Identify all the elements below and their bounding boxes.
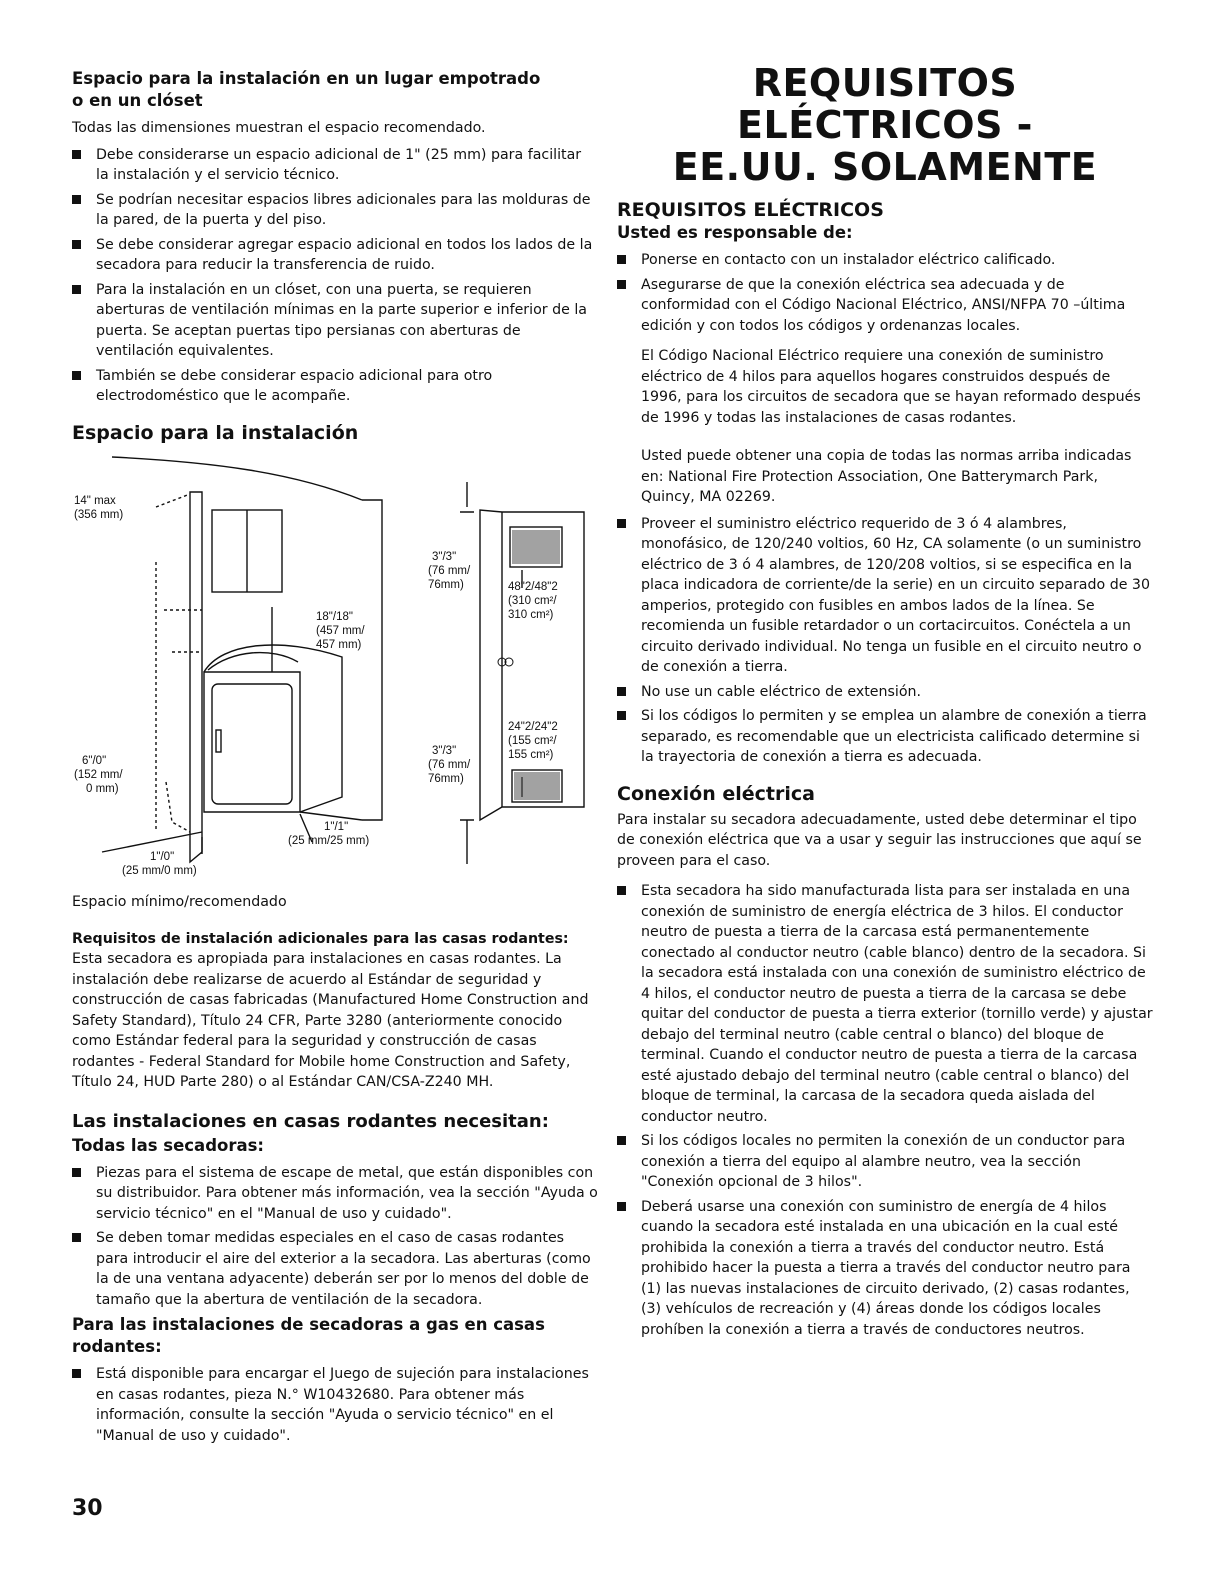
responsibility-title: Usted es responsable de: — [617, 223, 853, 242]
diagram-svg — [72, 452, 602, 882]
list-item: Si los códigos locales no permiten la conexión de un conductor para conexión a tierra del equipo al alambre neutro, vea la sección "Conexión opcional de 3 hilos". — [617, 1131, 1153, 1193]
intro-text: Todas las dimensiones muestran el espacio recomendado. — [72, 120, 486, 136]
list-item: Proveer el suministro eléctrico requerido de 3 ó 4 alambres, monofásico, de 120/240 voltios, 60 Hz, CA solamente (o un suministro eléctrico de 3 ó 4 alambres, de 120/208 voltios, si se especifica en la placa indicadora de corriente/de la serie) en un circuito separado de 30 amperios, protegido con fusibles en ambos lados de la línea. Se recomienda un fusible retardador o un cortacircuitos. Conéctela a un circuito derivado individual. No tenga un fusible en el circuito neutro o de conexión a tierra. — [617, 514, 1153, 678]
list-item: No use un cable eléctrico de extensión. — [617, 682, 1153, 703]
dim-3-top-mm-1: (76 mm/ — [428, 565, 471, 577]
dryer-front — [204, 672, 300, 812]
dim-6-mm-1: (152 mm/ — [74, 769, 123, 781]
list-item: Esta secadora ha sido manufacturada lista para ser instalada en una conexión de suministro de energía eléctrica de 3 hilos. El conductor neutro de puesta a tierra de la carcasa está permanentemente conectado al conductor neutro (cable blanco) dentro de la secadora. Si la secadora está instalada con una conexión de suministro eléctrico de 4 hilos, el conductor neutro de puesta a tierra de la carcasa se debe quitar del conductor de puesta a tierra exterior (tornillo verde) y ajustar debajo del terminal neutro (cable central o blanco) del bloque de terminal. Cuando el conductor neutro de puesta a tierra de la carcasa esté ajustado debajo del terminal neutro (cable central o blanco) del bloque de terminal, la carcasa de la secadora queda aislada del conductor neutro. — [617, 881, 1153, 1127]
section-title-space: Espacio para la instalación — [72, 421, 359, 444]
dim-1b: 1"/0" — [150, 851, 175, 863]
mobile-bullet-list — [72, 1163, 598, 1311]
list-item: También se debe considerar espacio adicional para otro electrodoméstico que le acompañe. — [72, 366, 598, 407]
connection-intro: Para instalar su secadora adecuadamente, usted debe determinar el tipo de conexión eléctrica que va a usar y seguir las instrucciones que aquí se proveen para el caso. — [617, 811, 1142, 869]
dim-3-bot: 3"/3" — [432, 745, 457, 757]
dim-6-mm-2: 0 mm) — [86, 783, 119, 795]
section-title-mobile: Las instalaciones en casas rodantes necesitan: — [72, 1110, 549, 1132]
section-title-connection: Conexión eléctrica — [617, 782, 815, 805]
mobile-requirements-text: Esta secadora es apropiada para instalaciones en casas rodantes. La instalación debe realizarse de acuerdo al Estándar de seguridad y construcción de casas fabricadas (Manufactured Home Construction and Safety Standard), Título 24 CFR, Parte 3280 (anteriormente conocido como Estándar federal para la seguridad y construcción de casas rodantes - Federal Standard for Mobile home Construction and Safety, Título 24, HUD Parte 280) o al Estándar CAN/CSA-Z240 MH. — [72, 951, 589, 1090]
back-wall — [362, 500, 382, 820]
list-item: Deberá usarse una conexión con suministro de energía de 4 hilos cuando la secadora esté instalada en una ubicación en la cual esté prohibida la conexión a tierra a través del conductor neutro. Está prohibido hacer la puesta a tierra a través del conductor neutro para (1) las nuevas instalaciones de circuito derivado, (2) casas rodantes, (3) vehículos de recreación y (4) áreas donde los códigos locales prohíben la conexión a tierra a través de conductores neutros. — [617, 1197, 1153, 1341]
closet-drawing — [102, 457, 584, 864]
page-number: 30 — [72, 1496, 103, 1521]
list-item: Piezas para el sistema de escape de metal, que están disponibles con su distribuidor. Para obtener más información, vea la sección "Ayuda o servicio técnico" en el "Manual de uso y cuidado". — [72, 1163, 598, 1225]
dryer-side — [204, 645, 342, 812]
connection-list — [617, 881, 1153, 1340]
page-title-line-2: EE.UU. SOLAMENTE — [672, 145, 1098, 189]
list-item: Se debe considerar agregar espacio adicional en todos los lados de la secadora para reducir la transferencia de ruido. — [72, 235, 598, 276]
list-item: Se deben tomar medidas especiales en el caso de casas rodantes para introducir el aire del exterior a la secadora. Las aberturas (como la de una ventana adyacente) deberán ser por lo menos del doble de tamaño que la abertura de ventilación de la secadora. — [72, 1228, 598, 1310]
responsibility-list-a — [617, 250, 1153, 336]
vent-48-mm-1: (310 cm²/ — [508, 595, 557, 607]
vent-24-mm-1: (155 cm²/ — [508, 735, 557, 747]
mobile-requirements — [72, 929, 598, 1093]
mobile-requirements-heading: Requisitos de instalación adicionales para las casas rodantes: — [72, 930, 569, 947]
dim-18: 18"/18" — [316, 611, 353, 623]
dim-14max: 14" max — [74, 495, 116, 507]
dim-1a-mm: (25 mm/25 mm) — [288, 835, 370, 847]
installation-space-diagram — [72, 452, 602, 882]
dim-1b-mm: (25 mm/0 mm) — [122, 865, 197, 877]
list-item: Está disponible para encargar el Juego de sujeción para instalaciones en casas rodantes, pieza N.° W10432680. Para obtener más información, consulte la sección "Ayuda o servicio técnico" en el "Manual de uso y cuidado". — [72, 1364, 598, 1446]
vent-48: 48"2/48"2 — [508, 581, 558, 593]
dim-3-top: 3"/3" — [432, 551, 457, 563]
list-item: Ponerse en contacto con un instalador eléctrico calificado. — [617, 250, 1153, 271]
dim-3-bot-mm-1: (76 mm/ — [428, 759, 471, 771]
dim-18-mm-2: 457 mm) — [316, 639, 362, 651]
ceiling-line — [112, 457, 362, 500]
vent-24-mm-2: 155 cm²) — [508, 749, 554, 761]
page-title-line-1: REQUISITOS ELÉCTRICOS - — [737, 61, 1033, 147]
dim-3-top-mm-2: 76mm) — [428, 579, 464, 591]
list-item: Asegurarse de que la conexión eléctrica sea adecuada y de conformidad con el Código Nacional Eléctrico, ANSI/NFPA 70 –última edición y con todos los códigos y ordenanzas locales. — [617, 275, 1153, 337]
dim-14max-mm: (356 mm) — [74, 509, 124, 521]
vent-48-mm-2: 310 cm²) — [508, 609, 554, 621]
diagram-caption: Espacio mínimo/recomendado — [72, 894, 287, 910]
subsection-all-dryers: Todas las secadoras: — [72, 1135, 265, 1155]
responsibility-list-b — [617, 514, 1153, 768]
dim-6: 6"/0" — [82, 755, 107, 767]
subsection-gas-dryers: Para las instalaciones de secadoras a gas en casas rodantes: — [72, 1315, 545, 1356]
nec-paragraph: El Código Nacional Eléctrico requiere una conexión de suministro eléctrico de 4 hilos para aquellos hogares construidos después de 1996, para los circuitos de secadora que se hayan reformado después de 1996 y todas las instalaciones de casas rodantes. — [641, 348, 1141, 426]
dim-1a: 1"/1" — [324, 821, 349, 833]
gas-bullet-list — [72, 1364, 598, 1446]
nfpa-paragraph: Usted puede obtener una copia de todas las normas arriba indicadas en: National Fire Protection Association, One Batterymarch Park, Quincy, MA 02269. — [641, 448, 1132, 505]
list-item: Si los códigos lo permiten y se emplea un alambre de conexión a tierra separado, es recomendable que un electricista calificado determine si la trayectoria de conexión a tierra es adecuada. — [617, 706, 1153, 768]
section-title-recessed: Espacio para la instalación en un lugar empotrado — [72, 69, 541, 88]
list-item: Se podrían necesitar espacios libres adicionales para las molduras de la pared, de la puerta y del piso. — [72, 190, 598, 231]
vent-24: 24"2/24"2 — [508, 721, 558, 733]
dryer-door — [212, 684, 292, 804]
dim-3-bot-mm-2: 76mm) — [428, 773, 464, 785]
list-item: Para la instalación en un clóset, con una puerta, se requieren aberturas de ventilación mínimas en la parte superior e inferior de la puerta. Se aceptan puertas tipo persianas con aberturas de ventilación equivalentes. — [72, 280, 598, 362]
left-wall — [190, 492, 202, 862]
dim-18-mm-1: (457 mm/ — [316, 625, 365, 637]
list-item: Debe considerarse un espacio adicional de 1" (25 mm) para facilitar la instalación y el servicio técnico. — [72, 145, 598, 186]
section-title-recessed-2: o en un clóset — [72, 91, 203, 110]
section-title-electrical: REQUISITOS ELÉCTRICOS — [617, 199, 884, 221]
recessed-bullet-list — [72, 145, 598, 407]
